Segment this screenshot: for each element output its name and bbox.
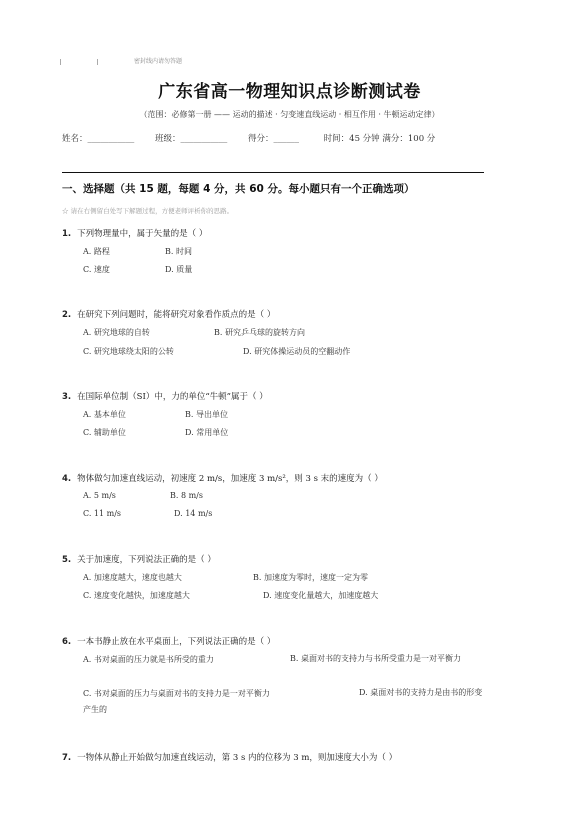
option-b[interactable]: B. 加速度为零时，速度一定为零 (253, 573, 368, 582)
question-stem: 关于加速度，下列说法正确的是（ ） (77, 555, 216, 565)
seal-mark (97, 59, 98, 65)
class-field[interactable]: 班级：___________ (154, 134, 228, 144)
option-d[interactable]: D. 常用单位 (185, 428, 229, 437)
question-number: 3. (62, 392, 72, 402)
question-stem: 在国际单位制（SI）中，力的单位“牛顿”属于（ ） (77, 392, 268, 402)
seal-text: 密封线内请勿答题 (134, 58, 183, 65)
option-d[interactable]: D. 研究体操运动员的空翻动作 (243, 347, 351, 356)
option-a[interactable]: A. 加速度越大，速度也越大 (83, 573, 182, 582)
option-c[interactable]: C. 速度 (83, 265, 110, 274)
question-stem: 下列物理量中，属于矢量的是（ ） (77, 229, 208, 239)
seal-line-note (60, 56, 182, 65)
question-number: 4. (62, 474, 72, 484)
option-c[interactable]: C. 11 m/s (83, 509, 122, 518)
time-info: 时间：45 分钟 满分：100 分 (323, 134, 436, 144)
seal-mark (60, 59, 61, 65)
section-hint: ☆ 请在右侧留白处写下解题过程，方便老师评析你的思路。 (62, 207, 234, 215)
question-stem: 在研究下列问题时，能将研究对象看作质点的是（ ） (77, 310, 276, 320)
option-a[interactable]: A. 研究地球的自转 (83, 328, 150, 337)
option-c[interactable]: C. 研究地球绕太阳的公转 (83, 347, 174, 356)
option-a[interactable]: A. 基本单位 (83, 410, 126, 419)
question-number: 2. (62, 310, 72, 320)
question-stem: 一物体从静止开始做匀加速直线运动，第 3 s 内的位移为 3 m，则加速度大小为（ ） (77, 753, 398, 763)
option-d[interactable]: D. 质量 (165, 265, 193, 274)
option-c[interactable]: C. 辅助单位 (83, 428, 126, 437)
option-d[interactable]: D. 速度变化量越大，加速度越大 (263, 591, 379, 600)
option-b[interactable]: B. 研究乒乓球的旋转方向 (214, 328, 305, 337)
question-3 (62, 390, 268, 402)
option-d[interactable]: D. 14 m/s (174, 509, 213, 518)
option-b[interactable]: B. 导出单位 (185, 410, 228, 419)
header-divider (62, 172, 484, 173)
option-b[interactable]: B. 8 m/s (170, 491, 203, 500)
question-stem: 一本书静止放在水平桌面上，下列说法正确的是（ ） (77, 637, 276, 647)
option-a[interactable]: A. 5 m/s (83, 491, 116, 500)
option-a[interactable]: A. 路程 (83, 247, 110, 256)
option-b[interactable]: B. 桌面对书的支持力与书所受重力是一对平衡力 (290, 654, 461, 663)
student-info-line (62, 132, 435, 144)
option-d[interactable]: D. 桌面对书的支持力是由书的形变产生的 (83, 688, 483, 714)
question-4 (62, 472, 383, 484)
question-number: 1. (62, 229, 72, 239)
exam-scope: （范围：必修第一册 —— 运动的描述 · 匀变速直线运动 · 相互作用 · 牛顿运动定律） (139, 110, 440, 119)
score-field[interactable]: 得分：______ (247, 134, 299, 144)
option-b[interactable]: B. 时间 (165, 247, 192, 256)
name-field[interactable]: 姓名：___________ (62, 134, 135, 144)
question-7 (62, 751, 397, 763)
question-number: 6. (62, 637, 72, 647)
question-6 (62, 635, 275, 647)
question-number: 5. (62, 555, 72, 565)
page-title: 广东省高一物理知识点诊断测试卷 (158, 82, 421, 102)
option-a[interactable]: A. 书对桌面的压力就是书所受的重力 (83, 655, 214, 664)
option-c[interactable]: C. 书对桌面的压力与桌面对书的支持力是一对平衡力 (83, 689, 270, 698)
section-title: 一、选择题（共 15 题，每题 4 分，共 60 分。每小题只有一个正确选项） (62, 183, 415, 195)
question-1 (62, 227, 207, 239)
question-number: 7. (62, 753, 72, 763)
question-5 (62, 553, 216, 565)
question-2 (62, 308, 275, 320)
question-stem: 物体做匀加速直线运动，初速度 2 m/s，加速度 3 m/s²，则 3 s 末的速度为（ ） (77, 474, 383, 484)
option-c[interactable]: C. 速度变化越快，加速度越大 (83, 591, 190, 600)
